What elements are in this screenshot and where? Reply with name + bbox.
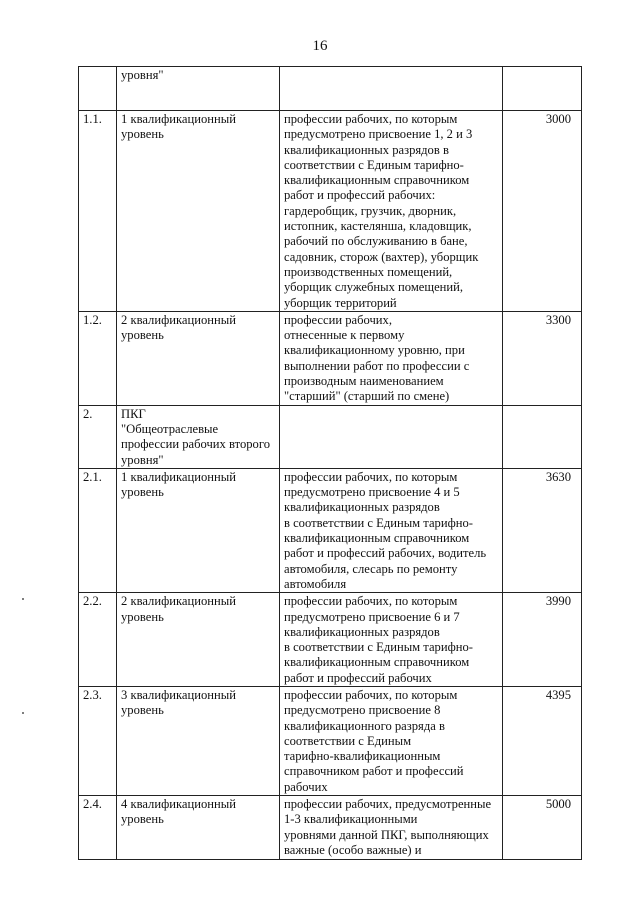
level-name-line: уровня" — [121, 68, 164, 82]
description-line: соответствии с Единым тарифно- — [284, 157, 464, 172]
description-line: профессии рабочих, по которым — [284, 687, 458, 702]
description-line: квалификационному уровню, при — [284, 343, 465, 358]
qualification-table — [78, 66, 582, 860]
level-name-line: уровень — [121, 127, 164, 142]
page-number: 16 — [312, 38, 328, 54]
level-name-line: уровень — [121, 703, 164, 718]
description-line: в соответствии с Единым тарифно- — [284, 640, 473, 655]
description-line: уровнями данной ПКГ, выполняющих — [284, 827, 489, 842]
description-cell — [280, 67, 503, 111]
table-body — [79, 67, 582, 860]
description-line: уборщик служебных помещений, — [284, 280, 464, 295]
salary-cell — [503, 468, 582, 592]
level-name-line: уровень — [121, 812, 164, 827]
salary-value: 3630 — [545, 469, 571, 484]
level-name-cell — [117, 405, 280, 468]
level-name-cell — [117, 468, 280, 592]
salary-value: 3300 — [545, 312, 571, 327]
row-number: 2.2. — [83, 594, 102, 609]
description-line: профессии рабочих, — [284, 312, 392, 327]
row-number: 1.1. — [83, 112, 102, 126]
level-name-line: уровень — [121, 609, 164, 624]
description-cell — [280, 311, 503, 405]
salary-cell — [503, 593, 582, 687]
description-cell — [280, 111, 503, 312]
level-name-line: 1 квалификационный — [121, 112, 236, 126]
description-line: выполнении работ по профессии с — [284, 358, 470, 373]
description-line: профессии рабочих, по которым — [284, 112, 458, 126]
table-row — [79, 686, 582, 795]
description-line: предусмотрено присвоение 6 и 7 — [284, 609, 460, 624]
salary-value: 3000 — [545, 112, 571, 126]
level-name-line: 2 квалификационный — [121, 594, 236, 609]
description-line: профессии рабочих, по которым — [284, 469, 458, 484]
description-line: справочником работ и профессий — [284, 764, 464, 779]
row-number: 2.1. — [83, 469, 102, 484]
description-line: квалификационным справочником — [284, 655, 470, 670]
level-name-line: уровня" — [121, 452, 164, 467]
level-name-line: 4 квалификационный — [121, 797, 236, 812]
description-line: рабочих — [284, 779, 328, 794]
table-row — [79, 796, 582, 860]
level-name-line: ПКГ — [121, 406, 146, 421]
description-line: работ и профессий рабочих: — [284, 188, 436, 203]
description-cell — [280, 686, 503, 795]
description-line: работ и профессий рабочих — [284, 670, 432, 685]
description-cell — [280, 405, 503, 468]
level-name-line: 2 квалификационный — [121, 312, 236, 327]
row-number: 2.3. — [83, 687, 102, 702]
description-line: тарифно-квалификационным — [284, 749, 441, 764]
description-line: квалификационным справочником — [284, 531, 470, 546]
description-line: соответствии с Единым — [284, 733, 412, 748]
description-line: профессии рабочих, предусмотренные — [284, 797, 492, 812]
row-number: 2.4. — [83, 797, 102, 812]
description-line: квалификационным справочником — [284, 173, 470, 188]
description-line: истопник, кастелянша, кладовщик, — [284, 219, 472, 234]
scan-speck — [22, 712, 24, 714]
row-number: 1.2. — [83, 312, 102, 327]
description-line: работ и профессий рабочих, водитель — [284, 546, 487, 561]
description-line: садовник, сторож (вахтер), уборщик — [284, 249, 479, 264]
description-line: предусмотрено присвоение 8 — [284, 703, 441, 718]
scan-speck — [22, 598, 24, 600]
description-line: рабочий по обслуживанию в бане, — [284, 234, 468, 249]
table-row — [79, 67, 582, 111]
row-number-cell — [79, 67, 117, 111]
description-line: производным наименованием — [284, 374, 444, 389]
table-row — [79, 311, 582, 405]
description-line: предусмотрено присвоение 1, 2 и 3 — [284, 127, 473, 142]
description-line: отнесенные к первому — [284, 328, 405, 343]
row-number-cell — [79, 796, 117, 860]
description-line: гардеробщик, грузчик, дворник, — [284, 203, 457, 218]
row-number-cell — [79, 686, 117, 795]
level-name-line: уровень — [121, 328, 164, 343]
row-number-cell — [79, 593, 117, 687]
level-name-line: 3 квалификационный — [121, 687, 236, 702]
level-name-line: уровень — [121, 485, 164, 500]
salary-cell — [503, 67, 582, 111]
salary-value: 3990 — [545, 594, 571, 609]
salary-value: 4395 — [545, 687, 571, 702]
level-name-cell — [117, 311, 280, 405]
salary-cell — [503, 405, 582, 468]
level-name-cell — [117, 593, 280, 687]
salary-cell — [503, 111, 582, 312]
description-line: предусмотрено присвоение 4 и 5 — [284, 485, 460, 500]
table-row — [79, 405, 582, 468]
level-name-cell — [117, 111, 280, 312]
description-line: квалификационных разрядов — [284, 500, 440, 515]
salary-cell — [503, 796, 582, 860]
description-line: "старший" (старший по смене) — [284, 389, 450, 404]
description-line: автомобиля — [284, 576, 347, 591]
description-line: автомобиля, слесарь по ремонту — [284, 561, 458, 576]
table-row — [79, 468, 582, 592]
row-number-cell — [79, 405, 117, 468]
description-line: в соответствии с Единым тарифно- — [284, 515, 473, 530]
level-name-cell — [117, 686, 280, 795]
level-name-line: профессии рабочих второго — [121, 437, 270, 452]
description-line: квалификационных разрядов — [284, 624, 440, 639]
salary-cell — [503, 686, 582, 795]
description-line: профессии рабочих, по которым — [284, 594, 458, 609]
description-cell — [280, 593, 503, 687]
table-row — [79, 111, 582, 312]
row-number-cell — [79, 111, 117, 312]
row-number-cell — [79, 468, 117, 592]
salary-value: 5000 — [545, 797, 571, 812]
description-line: квалификационного разряда в — [284, 718, 445, 733]
table-row — [79, 593, 582, 687]
description-cell — [280, 468, 503, 592]
description-line: важные (особо важные) и — [284, 842, 422, 857]
level-name-line: 1 квалификационный — [121, 469, 236, 484]
row-number: 2. — [83, 406, 93, 421]
level-name-line: "Общеотраслевые — [121, 421, 219, 436]
row-number-cell — [79, 311, 117, 405]
description-line: производственных помещений, — [284, 264, 453, 279]
salary-cell — [503, 311, 582, 405]
description-line: 1-3 квалификационными — [284, 812, 418, 827]
description-line: уборщик территорий — [284, 295, 397, 310]
level-name-cell — [117, 67, 280, 111]
description-line: квалификационных разрядов в — [284, 142, 449, 157]
level-name-cell — [117, 796, 280, 860]
description-cell — [280, 796, 503, 860]
